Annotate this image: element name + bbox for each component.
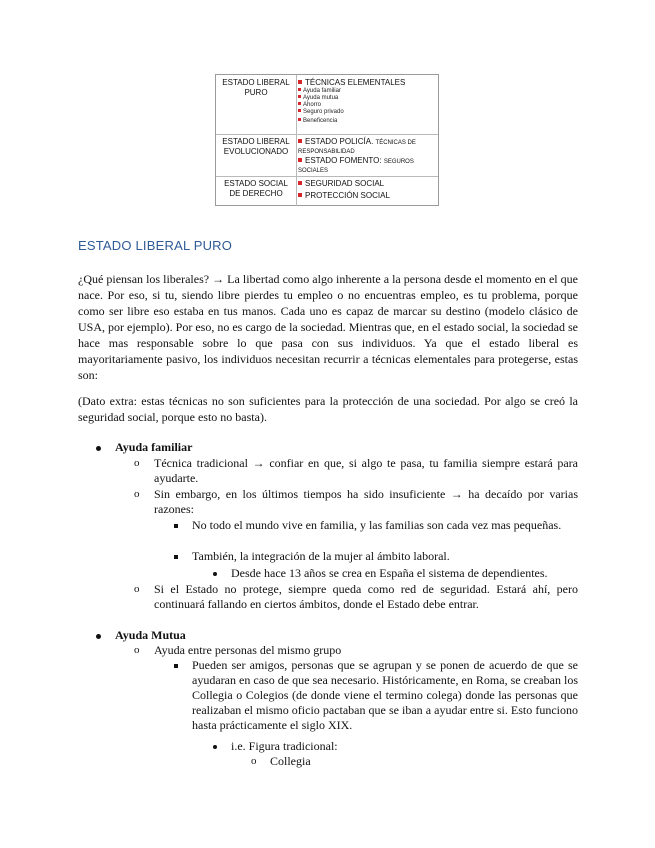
list-subsubitem: No todo el mundo vive en familia, y las familias son cada vez mas pequeñas. (192, 518, 562, 532)
figure-item (298, 78, 436, 88)
list-subsubitem: También, la integración de la mujer al ámbito laboral. (192, 549, 450, 563)
figure-item-text: SEGURIDAD SOCIAL (305, 179, 385, 188)
figure-table (215, 74, 439, 206)
figure-subitem-text: Seguro privado (303, 109, 344, 115)
figure-row-items (298, 176, 436, 206)
paragraph-dato-extra: (Dato extra: estas técnicas no son suficientes para la protección de una sociedad. Por algo se creó la seguridad social, porque esto no basta). (78, 394, 578, 424)
figure-item (298, 191, 436, 201)
list-item-title-text: Ayuda Mutua (115, 628, 186, 642)
red-square-icon (298, 102, 301, 105)
figure-row-social-derecho (216, 176, 438, 206)
list-item-title (115, 628, 186, 643)
list-subitem: Ayuda entre personas del mismo grupo (154, 643, 342, 657)
figure-subitem-text: Ayuda mutua (303, 95, 339, 101)
figure-subitem-text: Ayuda familiar (303, 88, 341, 94)
circle-bullet-icon: o (134, 488, 140, 500)
figure-item (298, 137, 436, 148)
red-square-icon (298, 181, 302, 185)
figure-item-text: TÉCNICAS ELEMENTALES (305, 78, 406, 87)
circle-bullet-icon: o (251, 755, 257, 767)
figure-subitem (298, 88, 436, 95)
list-level5-item: Collegia (270, 754, 311, 768)
figure-subitem (298, 118, 436, 125)
figure-item-cont: RESPONSABILIDAD (298, 149, 355, 155)
figure-row-label (216, 176, 296, 206)
list-subsubitem: Pueden ser amigos, personas que se agrupan y se ponen de acuerdo de que se ayudaran en caso de que sea necesario. Históricamente, en Roma, se creaban los Collegia o Colegios (de donde viene el termino colega) donde las personas que realizaban el mismo oficio pactaban que se iban a ayudar entre si. Esto funciono hasta prácticamente el siglo XIX. (192, 658, 578, 732)
figure-row-label (216, 134, 296, 176)
figure-label-line: ESTADO SOCIAL (224, 179, 288, 188)
red-square-icon (298, 88, 301, 91)
figure-item-text: PROTECCIÓN SOCIAL (305, 191, 390, 200)
figure-row-items (298, 134, 436, 176)
red-square-icon (298, 118, 301, 121)
list-item-title-text: Ayuda familiar (115, 440, 193, 454)
figure-subitem-text: Beneficencia (303, 118, 338, 124)
list-item-title (115, 440, 192, 455)
bullet-icon (96, 446, 101, 451)
list-subitem: Sin embargo, en los últimos tiempos ha sido insuficiente → ha decaído por varias razones: (154, 487, 578, 516)
figure-subitem (298, 102, 436, 109)
square-bullet-icon (174, 524, 178, 528)
figure-label-line: ESTADO LIBERAL (222, 78, 290, 87)
red-square-icon (298, 139, 302, 143)
paragraph-intro: ¿Qué piensan los liberales? → La libertad como algo inherente a la persona desde el momento en el que nace. Por eso, si tu, siendo libre pierdes tu empleo o no encuentras empleo, es tu problema, porque como ser libre eso estaba en tus manos. Cada uno es capaz de marcar su destino (modelo clásico de USA, por ejemplo). Por eso, no es cargo de la sociedad. Mientras que, en el estado social, la sociedad se hace mas responsable sobre lo que pasa con sus individuos. Ya que el estado liberal es mayoritariamente pasivo, los individuos necesitan recurrir a técnicas elementales para protegerse, estas son: (78, 272, 578, 382)
circle-bullet-icon: o (134, 457, 140, 469)
figure-item-small: TÉCNICAS DE (375, 140, 416, 146)
figure-subitem-text: Ahorro (303, 102, 322, 108)
bullet-icon (213, 572, 217, 576)
figure-label-line: EVOLUCIONADO (223, 147, 289, 156)
figure-subitem (298, 109, 436, 116)
section-heading: ESTADO LIBERAL PURO (78, 238, 233, 253)
figure-row-liberal-puro (216, 75, 438, 135)
list-subitem: Técnica tradicional → confiar en que, si algo te pasa, tu familia siempre estará para ayudarte. (154, 456, 578, 485)
red-square-icon (298, 158, 302, 162)
figure-row-label (216, 75, 296, 134)
figure-subitem (298, 95, 436, 102)
red-square-icon (298, 193, 302, 197)
figure-row-items (298, 75, 436, 134)
figure-label-line: DE DERECHO (229, 189, 283, 198)
red-square-icon (298, 80, 302, 84)
figure-item-small: SEGUROS (383, 159, 414, 165)
circle-bullet-icon: o (134, 644, 140, 656)
circle-bullet-icon: o (134, 583, 140, 595)
figure-item (298, 156, 436, 167)
square-bullet-icon (174, 664, 178, 668)
list-level4-item: Desde hace 13 años se crea en España el sistema de dependientes. (231, 566, 548, 580)
figure-item-text: ESTADO FOMENTO: (305, 156, 382, 165)
bullet-icon (213, 745, 217, 749)
red-square-icon (298, 109, 301, 112)
figure-row-liberal-evolucionado (216, 134, 438, 177)
figure-label-line: PURO (244, 88, 268, 97)
red-square-icon (298, 95, 301, 98)
figure-item-text: ESTADO POLICÍA. (305, 137, 374, 146)
figure-item-cont: SOCIALES (298, 168, 329, 174)
figure-label-line: ESTADO LIBERAL (222, 137, 290, 146)
list-level4-item: i.e. Figura tradicional: (231, 739, 338, 753)
square-bullet-icon (174, 555, 178, 559)
bullet-icon (96, 634, 101, 639)
figure-item (298, 179, 436, 189)
list-subitem: Si el Estado no protege, siempre queda como red de seguridad. Estará ahí, pero continuará fallando en ciertos ámbitos, donde el Estado debe entrar. (154, 582, 578, 611)
